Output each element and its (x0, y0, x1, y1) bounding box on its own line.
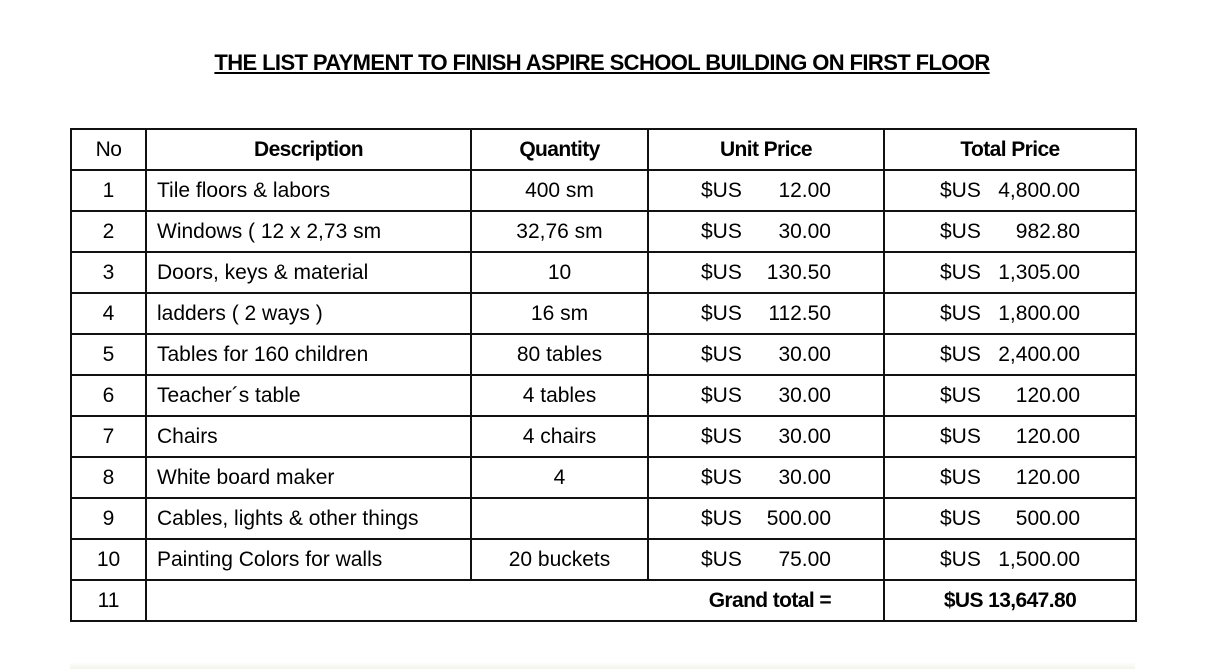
table-row (71, 498, 1136, 539)
row-quantity (471, 498, 648, 539)
row-unit-price (648, 416, 884, 457)
row-no: 9 (71, 498, 146, 539)
row-description: Doors, keys & material (146, 252, 471, 293)
total-currency: $US (940, 506, 981, 530)
unit-amount: 30.00 (778, 383, 831, 407)
total-currency: $US (940, 465, 981, 489)
row-description: White board maker (146, 457, 471, 498)
grand-total-row (71, 580, 1136, 621)
unit-currency: $US (701, 547, 742, 571)
unit-currency: $US (701, 342, 742, 366)
row-description: Painting Colors for walls (146, 539, 471, 580)
table-row (71, 457, 1136, 498)
total-amount: 500.00 (1015, 506, 1080, 530)
row-description: Tile floors & labors (146, 170, 471, 211)
row-quantity: 400 sm (471, 170, 648, 211)
row-no: 3 (71, 252, 146, 293)
total-currency: $US (940, 178, 981, 202)
payment-table (70, 128, 1137, 622)
header-total-price: Total Price (884, 129, 1136, 170)
grand-total-value: $US 13,647.80 (884, 580, 1136, 621)
row-unit-price (648, 457, 884, 498)
unit-currency: $US (701, 219, 742, 243)
total-amount: 4,800.00 (998, 178, 1080, 202)
unit-currency: $US (701, 301, 742, 325)
row-total-price (884, 252, 1136, 293)
table-row (71, 252, 1136, 293)
row-unit-price (648, 211, 884, 252)
table-row (71, 293, 1136, 334)
total-currency: $US (940, 260, 981, 284)
row-no: 4 (71, 293, 146, 334)
unit-currency: $US (701, 506, 742, 530)
header-unit-price: Unit Price (648, 129, 884, 170)
row-unit-price (648, 252, 884, 293)
row-unit-price (648, 334, 884, 375)
row-no: 10 (71, 539, 146, 580)
total-amount: 120.00 (1015, 465, 1080, 489)
row-total-price (884, 293, 1136, 334)
row-quantity: 4 (471, 457, 648, 498)
row-quantity: 20 buckets (471, 539, 648, 580)
table-row (71, 416, 1136, 457)
row-unit-price (648, 539, 884, 580)
grand-total-label: Grand total = (146, 580, 884, 621)
row-description: Tables for 160 children (146, 334, 471, 375)
row-no: 6 (71, 375, 146, 416)
row-no: 8 (71, 457, 146, 498)
unit-currency: $US (701, 383, 742, 407)
unit-currency: $US (701, 424, 742, 448)
total-currency: $US (940, 424, 981, 448)
row-quantity: 32,76 sm (471, 211, 648, 252)
unit-amount: 12.00 (778, 178, 831, 202)
row-total-price (884, 498, 1136, 539)
unit-amount: 30.00 (778, 219, 831, 243)
total-amount: 2,400.00 (998, 342, 1080, 366)
row-description: ladders ( 2 ways ) (146, 293, 471, 334)
row-quantity: 16 sm (471, 293, 648, 334)
total-currency: $US (940, 219, 981, 243)
row-total-price (884, 334, 1136, 375)
row-no: 7 (71, 416, 146, 457)
table-body (71, 170, 1136, 580)
row-quantity: 10 (471, 252, 648, 293)
header-quantity: Quantity (471, 129, 648, 170)
unit-amount: 30.00 (778, 465, 831, 489)
row-description: Windows ( 12 x 2,73 sm (146, 211, 471, 252)
row-no: 5 (71, 334, 146, 375)
unit-currency: $US (701, 465, 742, 489)
total-amount: 1,305.00 (998, 260, 1080, 284)
row-quantity: 4 chairs (471, 416, 648, 457)
row-total-price (884, 457, 1136, 498)
total-amount: 982.80 (1015, 219, 1080, 243)
table-row (71, 170, 1136, 211)
row-unit-price (648, 498, 884, 539)
row-unit-price (648, 170, 884, 211)
row-unit-price (648, 293, 884, 334)
total-amount: 120.00 (1015, 383, 1080, 407)
total-currency: $US (940, 383, 981, 407)
total-amount: 120.00 (1015, 424, 1080, 448)
total-amount: 1,500.00 (998, 547, 1080, 571)
table-row (71, 375, 1136, 416)
table-row (71, 539, 1136, 580)
table-row (71, 211, 1136, 252)
row-total-price (884, 211, 1136, 252)
document-title: THE LIST PAYMENT TO FINISH ASPIRE SCHOOL BUILDING ON FIRST FLOOR (214, 50, 990, 75)
row-description: Teacher´s table (146, 375, 471, 416)
header-no: No (71, 129, 146, 170)
row-total-price (884, 416, 1136, 457)
unit-amount: 75.00 (778, 547, 831, 571)
row-unit-price (648, 375, 884, 416)
unit-amount: 112.50 (768, 301, 831, 325)
unit-currency: $US (701, 178, 742, 202)
table-row (71, 334, 1136, 375)
page-bottom-edge (70, 662, 1135, 669)
row-total-price (884, 375, 1136, 416)
total-currency: $US (940, 301, 981, 325)
unit-amount: 130.50 (766, 260, 831, 284)
header-description: Description (146, 129, 471, 170)
table-header-row (71, 129, 1136, 170)
row-no: 2 (71, 211, 146, 252)
grand-total-no: 11 (71, 580, 146, 621)
row-quantity: 80 tables (471, 334, 648, 375)
row-total-price (884, 170, 1136, 211)
total-currency: $US (940, 547, 981, 571)
row-total-price (884, 539, 1136, 580)
row-description: Chairs (146, 416, 471, 457)
unit-amount: 30.00 (778, 342, 831, 366)
unit-currency: $US (701, 260, 742, 284)
unit-amount: 30.00 (778, 424, 831, 448)
row-description: Cables, lights & other things (146, 498, 471, 539)
unit-amount: 500.00 (766, 506, 831, 530)
row-no: 1 (71, 170, 146, 211)
total-amount: 1,800.00 (998, 301, 1080, 325)
total-currency: $US (940, 342, 981, 366)
row-quantity: 4 tables (471, 375, 648, 416)
